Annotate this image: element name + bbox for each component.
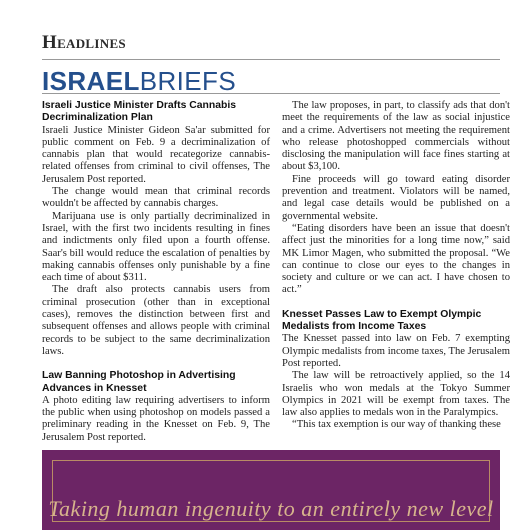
advertisement-banner	[42, 450, 500, 530]
article-paragraph: The law will be retroactively applied, so the 14 Israelis who won medals at the Tokyo Summer Olympics in 2021 will be exempt from taxes. The law also applies to medals won in the Paralympics.	[282, 370, 510, 419]
article-photoshop-continued	[282, 100, 510, 297]
article-paragraph: Israeli Justice Minister Gideon Sa'ar submitted for public comment on Feb. 9 a decriminalization of cannabis plan that would recategorize cannabis-related offenses from criminal to civil offenses, The Jerusalem Post reported.	[42, 124, 270, 185]
ad-tagline: Taking human ingenuity to an entirely new level	[48, 496, 494, 521]
section-header: Headlines	[42, 32, 126, 53]
column-brand	[42, 66, 236, 96]
article-paragraph: A photo editing law requiring advertisers to inform the public when using photoshop on models passed a preliminary reading in the Knesset on Feb. 9, The Jerusalem Post reported.	[42, 394, 270, 443]
article-olympic	[282, 309, 510, 432]
article-headline: Knesset Passes Law to Exempt Olympic Medalists from Income Taxes	[282, 308, 482, 333]
article-paragraph: The draft also protects cannabis users from criminal prosecution (other than in exceptional cases), removes the distinction between first and subsequent offenses and allows people with criminal records to be subject to the same decriminalization laws.	[42, 284, 270, 357]
article-paragraph: “This tax exemption is our way of thanking these	[292, 419, 501, 431]
right-column	[282, 100, 510, 432]
article-paragraph: Fine proceeds will go toward eating disorder prevention and treatment. Violators will be named, and legal case details would be published on a governmental website.	[282, 173, 510, 222]
brand-thin-word: BRIEFS	[139, 66, 237, 96]
article-cannabis	[42, 100, 270, 358]
article-paragraph: “Eating disorders have been an issue that doesn't affect just the minorities for a long time now,” said MK Limor Magen, who submitted the proposal. “We can continue to close our eyes to the changes in society and culture or we can act. I have chosen to act.”	[282, 222, 510, 296]
article-headline: Law Banning Photoshop in Advertising Advances in Knesset	[42, 370, 236, 394]
brand-divider	[42, 93, 500, 94]
article-paragraph: The change would mean that criminal records wouldn't be affected by cannabis charges.	[42, 186, 270, 210]
article-headline: Israeli Justice Minister Drafts Cannabis Decriminalization Plan	[42, 100, 237, 124]
brand-bold-word: ISRAEL	[42, 66, 140, 96]
article-gap	[42, 358, 270, 370]
article-paragraph: Marijuana use is only partially decriminalized in Israel, with the first two incidents resulting in fines and indictments only filed upon a fourth offense. Saar's bill would reduce the escalation of penalties by making cannabis offenses only punishable by a fine each time of about $311.	[42, 210, 270, 284]
article-gap	[282, 297, 510, 309]
article-photoshop	[42, 370, 270, 444]
section-divider	[42, 59, 500, 60]
article-paragraph: The Knesset passed into law on Feb. 7 exempting Olympic medalists from income taxes, The Jerusalem Post reported.	[282, 333, 510, 369]
article-paragraph: The law proposes, in part, to classify ads that don't meet the requirements of the law as social injustice and a crime. Advertisers not meeting the requirement who release photoshopped commercials without disclosing the manipulation will face fines starting at about $3,100.	[282, 100, 510, 173]
left-column	[42, 100, 270, 444]
